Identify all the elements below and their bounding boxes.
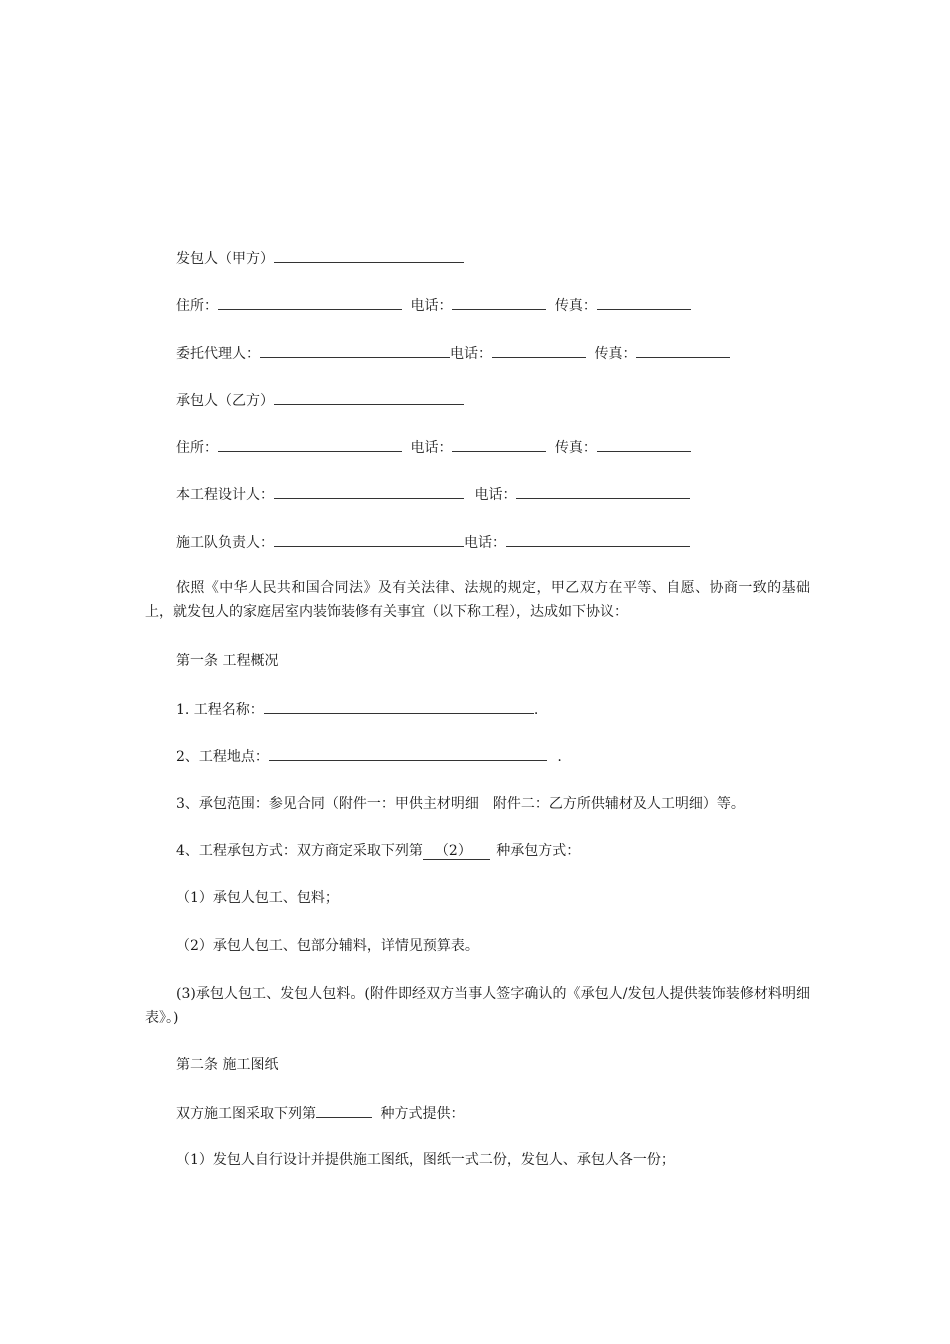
owner-label: 发包人（甲方） — [176, 251, 274, 267]
project-name-row — [176, 699, 538, 719]
contractor-fax-label: 传真： — [554, 440, 597, 456]
article1-title: 第一条 工程概况 — [176, 653, 279, 669]
contractor-phone-blank[interactable] — [452, 437, 546, 452]
contractor-fax-blank[interactable] — [597, 437, 691, 452]
contractor-address-blank[interactable] — [218, 437, 402, 452]
agent-row — [176, 343, 730, 363]
article2-title: 第二条 施工图纸 — [176, 1057, 279, 1073]
team-leader-row — [176, 532, 690, 552]
owner-address-blank[interactable] — [218, 295, 402, 310]
designer-label: 本工程设计人： — [176, 487, 274, 503]
drawing-option-1: （1）发包人自行设计并提供施工图纸，图纸一式二份，发包人、承包人各一份； — [176, 1152, 675, 1168]
drawing-method-row — [176, 1103, 464, 1123]
method-option-3: (3)承包人包工、发包人包料。(附件即经双方当事人签字确认的《承包人/发包人提供装饰装修材料明细表》。) — [145, 986, 810, 1026]
project-location-blank[interactable] — [269, 746, 547, 761]
team-leader-phone-label: 电话： — [464, 535, 506, 551]
contract-method-value[interactable]: （2） — [423, 843, 490, 860]
agent-name-blank[interactable] — [260, 343, 450, 358]
drawing-method-suffix: 种方式提供： — [380, 1106, 465, 1122]
owner-contact-row — [176, 295, 691, 315]
contract-method-prefix: 4、工程承包方式：双方商定采取下列第 — [176, 843, 423, 859]
contractor-row — [176, 390, 464, 410]
designer-phone-label: 电话： — [474, 487, 517, 503]
designer-phone-blank[interactable] — [516, 484, 690, 499]
scope-row: 3、承包范围：参见合同（附件一：甲供主材明细 附件二：乙方所供辅材及人工明细）等。 — [176, 796, 745, 812]
agent-fax-label: 传真： — [594, 346, 637, 362]
team-leader-phone-blank[interactable] — [506, 532, 690, 547]
agent-fax-blank[interactable] — [636, 343, 730, 358]
contract-method-suffix: 种承包方式： — [496, 843, 581, 859]
contractor-phone-label: 电话： — [410, 440, 453, 456]
intro-paragraph: 依照《中华人民共和国合同法》及有关法律、法规的规定，甲乙双方在平等、自愿、协商一致的基础上，就发包人的家庭居室内装饰装修有关事宜（以下称工程），达成如下协议： — [145, 580, 810, 620]
team-leader-name-blank[interactable] — [274, 532, 464, 547]
team-leader-label: 施工队负责人： — [176, 535, 274, 551]
contractor-address-label: 住所： — [176, 440, 218, 456]
owner-phone-label: 电话： — [410, 298, 453, 314]
project-location-row — [176, 746, 562, 766]
owner-row — [176, 248, 464, 268]
agent-label: 委托代理人： — [176, 346, 260, 362]
project-name-label: 1. 工程名称： — [176, 702, 264, 718]
owner-phone-blank[interactable] — [452, 295, 546, 310]
designer-name-blank[interactable] — [274, 484, 464, 499]
agent-phone-label: 电话： — [450, 346, 492, 362]
owner-fax-blank[interactable] — [597, 295, 691, 310]
project-name-blank[interactable] — [264, 699, 534, 714]
owner-fax-label: 传真： — [554, 298, 597, 314]
agent-phone-blank[interactable] — [492, 343, 586, 358]
owner-name-blank[interactable] — [274, 248, 464, 263]
drawing-method-prefix: 双方施工图采取下列第 — [176, 1106, 316, 1122]
contract-method-row — [176, 841, 580, 861]
project-location-label: 2、工程地点： — [176, 749, 269, 765]
method-option-1: （1）承包人包工、包料； — [176, 890, 339, 906]
owner-address-label: 住所： — [176, 298, 218, 314]
designer-row — [176, 484, 690, 504]
project-location-end: . — [557, 749, 562, 765]
drawing-method-blank[interactable] — [316, 1103, 372, 1118]
contractor-name-blank[interactable] — [274, 390, 464, 405]
method-option-2: （2）承包人包工、包部分辅料，详情见预算表。 — [176, 938, 479, 954]
contractor-contact-row — [176, 437, 691, 457]
contractor-label: 承包人（乙方） — [176, 393, 274, 409]
project-name-end: . — [533, 702, 539, 718]
